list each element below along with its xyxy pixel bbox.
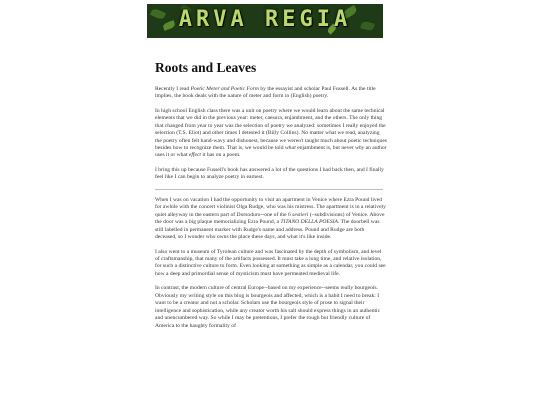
- post-paragraph: When I was on vacation I had the opportunity to visit an apartment in Venice where Ezra Pound lived for awhile with the concert violinist Olga Rudge, who was his mistress. The apartment is in a relatively quiet alleyway in the eastern part of Dorsoduro--one of the 6 sestieri (~subdivisions) of Venice. Above the door was a big plaque memorializing Ezra Pound, a TITANO DELLA POESIA. The doorbell was still labelled in permanent marker with Rudge's name and address. Pound and Rudge are both deceased, so I wonder who owns the place these days, and what it's like inside.: [155, 197, 386, 241]
- post-paragraph: In high school English class there was a unit on poetry where we would learn about the same technical elements that we did in the previous year: meter, caesura, enjambment, and the others. The only thing that changed from year to year was the selection of poetry we analyzed: sometimes I really enjoyed the selection (T.S. Eliot) and other times I detested it (Billy Collins). No matter what we read, analyzing the poetry often felt hand-wavy and dishonest, because we weren't taught much about poetic techniques besides how to recognize them. That is, we would be told what enjambment is, but never why an author uses it or what effect it has on a poem.: [155, 108, 387, 159]
- post-title: Roots and Leaves: [155, 60, 257, 75]
- banner-title: ARVA REGIA: [178, 7, 352, 32]
- section-divider: [155, 189, 383, 190]
- post-paragraph: Recently I read Poetic Meter and Poetic Form by the essayist and scholar Paul Fussell. As the title implies, the book deals with the nature of meter and form in (English) poetry.: [155, 86, 376, 100]
- post-paragraph: In contrast, the modern culture of central Europe--based on my experience--seems really bourgeois. Obviously my writing style on this blog is bourgeois and affected, which is a habit I need to break: I want to be a creator and not a scholar. Scholars use the bourgeois style of prose to signal their intelligence and sophistication, while any creator worth his salt should express things in an authentic and unencumbered way. So while I may be pretentious, I prefer the rough but friendly culture of America to the haughty formality of: [155, 285, 381, 329]
- post-paragraph: I also went to a museum of Tyrolean culture and was fascinated by the depth of symbolism, and level of craftsmanship, that many of the artifacts possessed. It must take a long time, and relative isolation, for such a distinctive culture to form. Even looking at something as simple as a calendar, you could see how a deep and primordial sense of mysticism must have permeated medieval life.: [155, 248, 386, 277]
- post-paragraph: I bring this up because Fussell's book has answered a lot of the questions I had back then, and I finally feel like I can begin to analyze poetry in earnest.: [155, 167, 384, 181]
- post: [155, 60, 387, 337]
- blog-banner[interactable]: [147, 4, 383, 38]
- book-title: Poetic Meter and Poetic Form: [190, 86, 259, 92]
